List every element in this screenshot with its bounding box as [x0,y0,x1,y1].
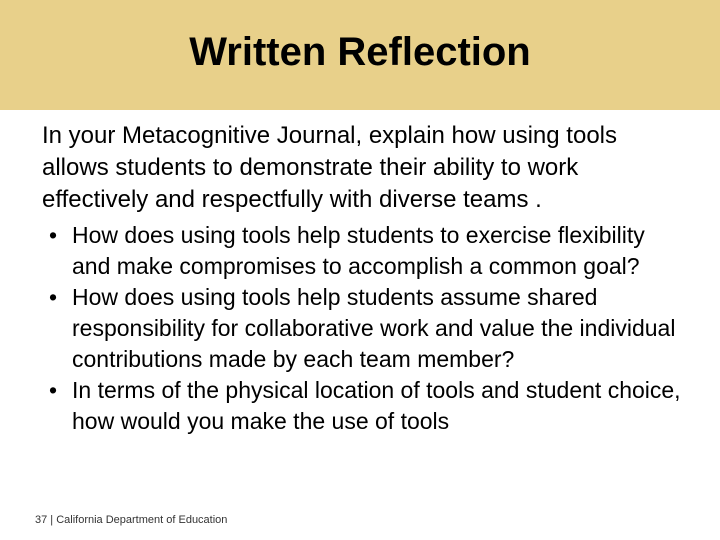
title-banner [0,0,720,110]
question-list [42,220,682,437]
list-item [42,375,682,437]
bullet-marker: • [48,284,58,310]
slide-body [42,120,682,437]
list-item [42,282,682,375]
list-item-text: In terms of the physical location of tools and student choice, how would you make the use of tools [72,377,681,434]
slide-title: Written Reflection [189,29,531,74]
list-item-text: How does using tools help students to exercise flexibility and make compromises to accomplish a common goal? [72,222,645,279]
bullet-marker: • [48,377,58,403]
bullet-marker: • [48,222,58,248]
slide-footer: 37 | California Department of Education [35,514,228,526]
list-item-text: How does using tools help students assume shared responsibility for collaborative work and value the individual contributions made by each team member? [72,284,676,372]
intro-paragraph: In your Metacognitive Journal, explain how using tools allows students to demonstrate their ability to work effectively and respectfully with diverse teams . [42,122,617,213]
list-item [42,220,682,282]
